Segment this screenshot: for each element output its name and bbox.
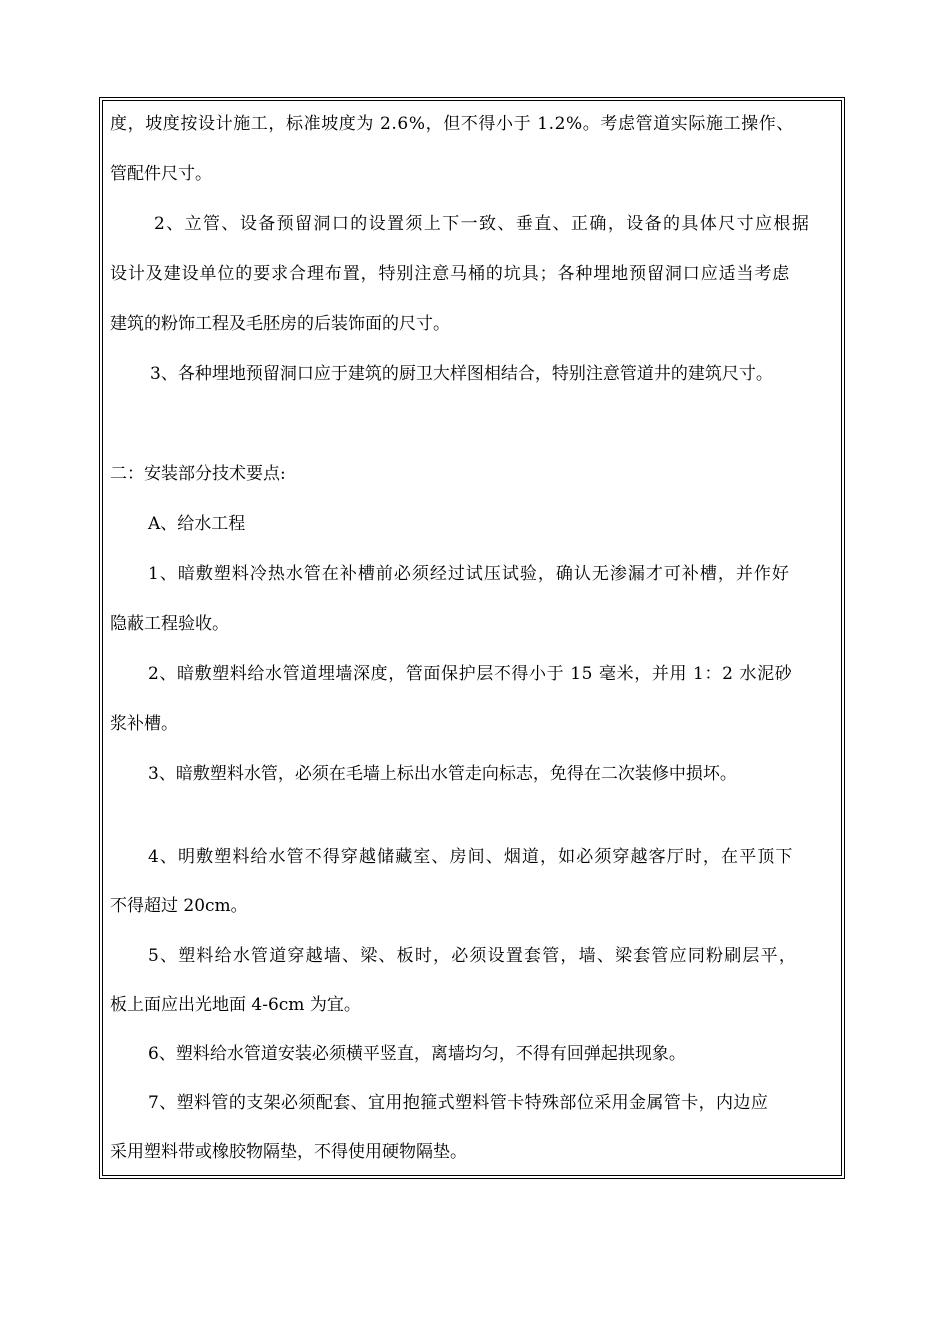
paragraph-line: 2、立管、设备预留洞口的设置须上下一致、垂直、正确，设备的具体尺寸应根据 <box>154 214 811 234</box>
paragraph-line: 5、塑料给水管道穿越墙、梁、板时，必须设置套管，墙、梁套管应同粉刷层平， <box>148 946 798 966</box>
paragraph-line: 1、暗敷塑料冷热水管在补槽前必须经过试压试验，确认无渗漏才可补槽，并作好 <box>148 564 790 584</box>
paragraph-line: 建筑的粉饰工程及毛胚房的后装饰面的尺寸。 <box>110 314 450 334</box>
paragraph-line: 7、塑料管的支架必须配套、宜用抱箍式塑料管卡特殊部位采用金属管卡，内边应 <box>148 1093 769 1113</box>
paragraph-line: 板上面应出光地面 4-6cm 为宜。 <box>110 995 361 1015</box>
paragraph-line: 隐蔽工程验收。 <box>110 614 229 634</box>
paragraph-line: 度，坡度按设计施工，标准坡度为 2.6%，但不得小于 1.2%。考虑管道实际施工操作、 <box>110 114 794 134</box>
section-heading: 二：安装部分技术要点: <box>110 464 286 484</box>
paragraph-line: 2、暗敷塑料给水管道埋墙深度，管面保护层不得小于 15 毫米，并用 1：2 水泥砂 <box>148 664 793 684</box>
paragraph-line: 管配件尺寸。 <box>110 164 212 184</box>
paragraph-line: 3、暗敷塑料水管，必须在毛墙上标出水管走向标志，免得在二次装修中损坏。 <box>148 764 737 784</box>
paragraph-line: 4、明敷塑料给水管不得穿越储藏室、房间、烟道，如必须穿越客厅时，在平顶下 <box>148 847 794 867</box>
paragraph-line: 浆补槽。 <box>110 714 178 734</box>
paragraph-line: 设计及建设单位的要求合理布置，特别注意马桶的坑具；各种埋地预留洞口应适当考虑 <box>110 264 791 284</box>
paragraph-line: 3、各种埋地预留洞口应于建筑的厨卫大样图相结合，特别注意管道井的建筑尺寸。 <box>150 364 773 384</box>
subsection-heading: A、给水工程 <box>148 514 246 534</box>
paragraph-line: 采用塑料带或橡胶物隔垫，不得使用硬物隔垫。 <box>110 1142 467 1162</box>
paragraph-line: 6、塑料给水管道安装必须横平竖直，离墙均匀，不得有回弹起拱现象。 <box>148 1044 686 1064</box>
paragraph-line: 不得超过 20cm。 <box>110 896 248 916</box>
